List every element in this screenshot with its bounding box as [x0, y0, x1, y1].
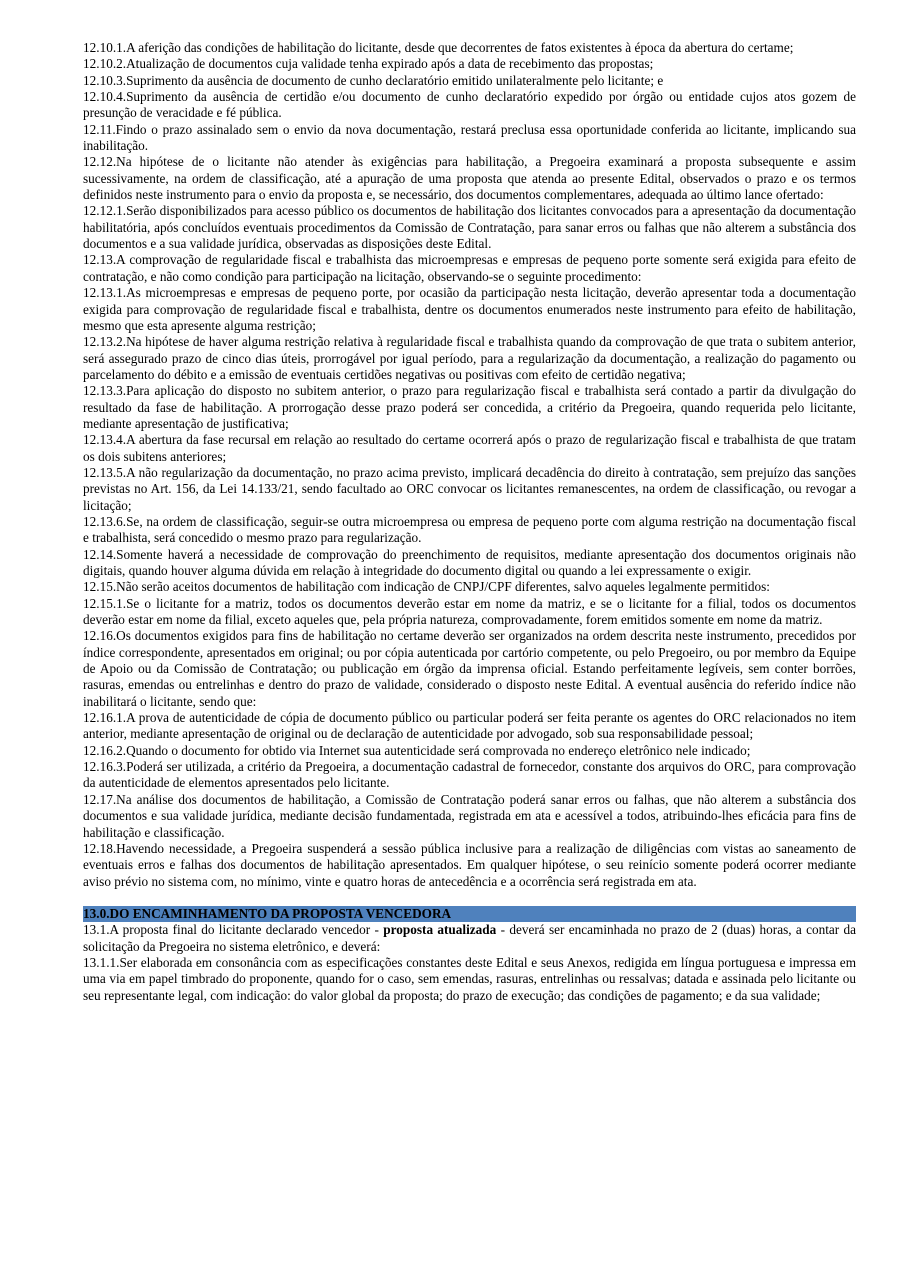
paragraph-list — [83, 40, 856, 890]
section-heading — [83, 906, 856, 922]
paragraph: 12.10.3.Suprimento da ausência de documento de cunho declaratório emitido unilateralmente pelo licitante; e — [83, 72, 664, 88]
paragraph: 12.13.5.A não regularização da documentação, no prazo acima previsto, implicará decadência do direito à contratação, sem prejuízo das sanções previstas no Art. 156, da Lei 14.133/21, sendo facultado ao ORC convocar os licitantes remanescentes, na ordem de classificação, ou revogar a licitação; — [83, 464, 856, 513]
paragraph: 12.17.Na análise dos documentos de habilitação, a Comissão de Contratação poderá sanar erros ou falhas, que não alterem a substância dos documentos e sua validade jurídica, mediante decisão fundamentada, registrada em ata e acessível a todos, atribuindo-lhes eficácia para fins de habilitação e classificação. — [83, 791, 856, 840]
paragraph-13-1-1: 13.1.1.Ser elaborada em consonância com as especificações constantes deste Edital e seus Anexos, redigida em língua portuguesa e impressa em uma via em papel timbrado do proponente, quando for o caso, sem emendas, rasuras, entrelinhas ou ressalvas; datada e assinada pelo licitante ou seu representante legal, com indicação: do valor global da proposta; do prazo de execução; das condições de pagamento; e da sua validade; — [83, 954, 856, 1003]
paragraph-13-1-start: 13.1.A proposta final do licitante declarado vencedor - — [83, 922, 384, 938]
paragraph: 12.16.1.A prova de autenticidade de cópia de documento público ou particular poderá ser feita perante os agentes do ORC relacionados no item anterior, mediante apresentação de original ou de declaração de autenticidade por advogado, sob sua responsabilidade pessoal; — [83, 710, 856, 742]
paragraph: 12.15.Não serão aceitos documentos de habilitação com indicação de CNPJ/CPF diferentes, salvo aqueles legalmente permitidos: — [83, 579, 770, 595]
paragraph: 12.10.1.A aferição das condições de habilitação do licitante, desde que decorrentes de fatos existentes à época da abertura do certame; — [83, 40, 794, 55]
paragraph: 12.10.4.Suprimento da ausência de certidão e/ou documento de cunho declaratório expedido por órgão ou entidade cujos atos gozem de presunção de veracidade e fé pública. — [83, 89, 856, 121]
paragraph: 12.13.A comprovação de regularidade fiscal e trabalhista das microempresas e empresas de pequeno porte somente será exigida para efeito de contratação, e não como condição para participação na licitação, observando-se o seguinte procedimento: — [83, 252, 856, 284]
paragraph: 12.12.Na hipótese de o licitante não atender às exigências para habilitação, a Pregoeira examinará a proposta subsequente e assim sucessivamente, na ordem de classificação, até a apuração de uma proposta que atenda ao presente Edital, observados o prazo e os termos definidos neste instrumento para o envio da proposta e, se necessário, dos documentos complementares, adequada ao último lance ofertado: — [83, 154, 856, 203]
paragraph: 12.18.Havendo necessidade, a Pregoeira suspenderá a sessão pública inclusive para a realização de diligências com vistas ao saneamento de eventuais erros e falhas dos documentos de habilitação apresentados. Em qualquer hipótese, o seu reinício somente poderá ocorrer mediante aviso prévio no sistema com, no mínimo, vinte e quatro horas de antecedência e a ocorrência será registrada em ata. — [83, 840, 856, 889]
paragraph: 12.13.6.Se, na ordem de classificação, seguir-se outra microempresa ou empresa de pequeno porte com alguma restrição na documentação fiscal e trabalhista, será concedido o mesmo prazo para regularização. — [83, 513, 856, 546]
section-spacer — [83, 890, 856, 906]
paragraph: 12.13.3.Para aplicação do disposto no subitem anterior, o prazo para regularização fiscal e trabalhista será contado a partir da divulgação do resultado da fase de habilitação. A prorrogação desse prazo poderá ser concedida, a critério da Pregoeira, quando requerida pelo licitante, mediante apresentação de justificativa; — [83, 383, 856, 431]
paragraph: 12.11.Findo o prazo assinalado sem o envio da nova documentação, restará preclusa essa oportunidade conferida ao licitante, implicando sua inabilitação. — [83, 121, 856, 154]
paragraph-13-1 — [83, 922, 856, 955]
paragraph: 12.13.4.A abertura da fase recursal em relação ao resultado do certame ocorrerá após o prazo de regularização fiscal e trabalhista de que tratam os dois subitens anteriores; — [83, 432, 856, 464]
paragraph: 12.15.1.Se o licitante for a matriz, todos os documentos deverão estar em nome da matriz, e se o licitante for a filial, todos os documentos deverão estar em nome da filial, exceto aqueles que, pela própria natureza, comprovadamente, forem emitidos somente em nome da matriz. — [83, 595, 856, 628]
section-heading-text: 13.0.DO ENCAMINHAMENTO DA PROPOSTA VENCEDORA — [83, 906, 856, 922]
paragraph: 12.16.3.Poderá ser utilizada, a critério da Pregoeira, a documentação cadastral de fornecedor, constante dos arquivos do ORC, para comprovação da autenticidade de elementos apresentados pelo licitante. — [83, 759, 856, 791]
paragraph: 12.13.2.Na hipótese de haver alguma restrição relativa à regularidade fiscal e trabalhista quando da comprovação de que trata o subitem anterior, será assegurado prazo de cinco dias úteis, prorrogável por igual período, para a regularização da documentação, a realização do pagamento ou parcelamento do débito e a emissão de eventuais certidões negativas ou positivas com efeito de certidão negativa; — [83, 334, 856, 382]
paragraph: 12.13.1.As microempresas e empresas de pequeno porte, por ocasião da participação nesta licitação, deverão apresentar toda a documentação exigida para comprovação de regularidade fiscal e trabalhista, dentre os documentos enumerados neste instrumento para efeito de habilitação, mesmo que esta apresente alguma restrição; — [83, 285, 856, 333]
paragraph-13-1-end: - deverá ser encaminhada no prazo de 2 (duas) horas, a contar da solicitação da Pregoeira no sistema eletrônico, e deverá: — [83, 922, 857, 954]
document-page — [83, 40, 856, 1004]
paragraph: 12.10.2.Atualização de documentos cuja validade tenha expirado após a data de recebimento das propostas; — [83, 56, 654, 72]
paragraph: 12.12.1.Serão disponibilizados para acesso público os documentos de habilitação dos licitantes convocados para a apresentação da documentação habilitatória, após concluídos eventuais procedimentos da Comissão de Contratação, para sanar erros ou falhas que não alterem a substância dos documentos e a sua validade jurídica, observadas as disposições deste Edital. — [83, 203, 856, 252]
paragraph: 12.14.Somente haverá a necessidade de comprovação do preenchimento de requisitos, mediante apresentação dos documentos originais não digitais, quando houver alguma dúvida em relação à integridade do documento digital ou quando a lei expressamente o exigir. — [83, 546, 856, 578]
paragraph: 12.16.Os documentos exigidos para fins de habilitação no certame deverão ser organizados na ordem descrita neste instrumento, precedidos por índice correspondente, apresentados em original; ou por cópia autenticada por cartório competente, ou pelo Pregoeiro, ou por membro da Equipe de Apoio ou da Comissão de Contratação; ou publicação em órgão da imprensa oficial. Estando perfeitamente legíveis, sem conter borrões, rasuras, emendas ou entrelinhas e dentro do prazo de validade, considerado o disposto neste Edital. A eventual ausência do referido índice não inabilitará o licitante, sendo que: — [83, 628, 856, 709]
paragraph: 12.16.2.Quando o documento for obtido via Internet sua autenticidade será comprovada no endereço eletrônico nele indicado; — [83, 742, 751, 758]
paragraph-13-1-bold: proposta atualizada — [383, 922, 497, 938]
